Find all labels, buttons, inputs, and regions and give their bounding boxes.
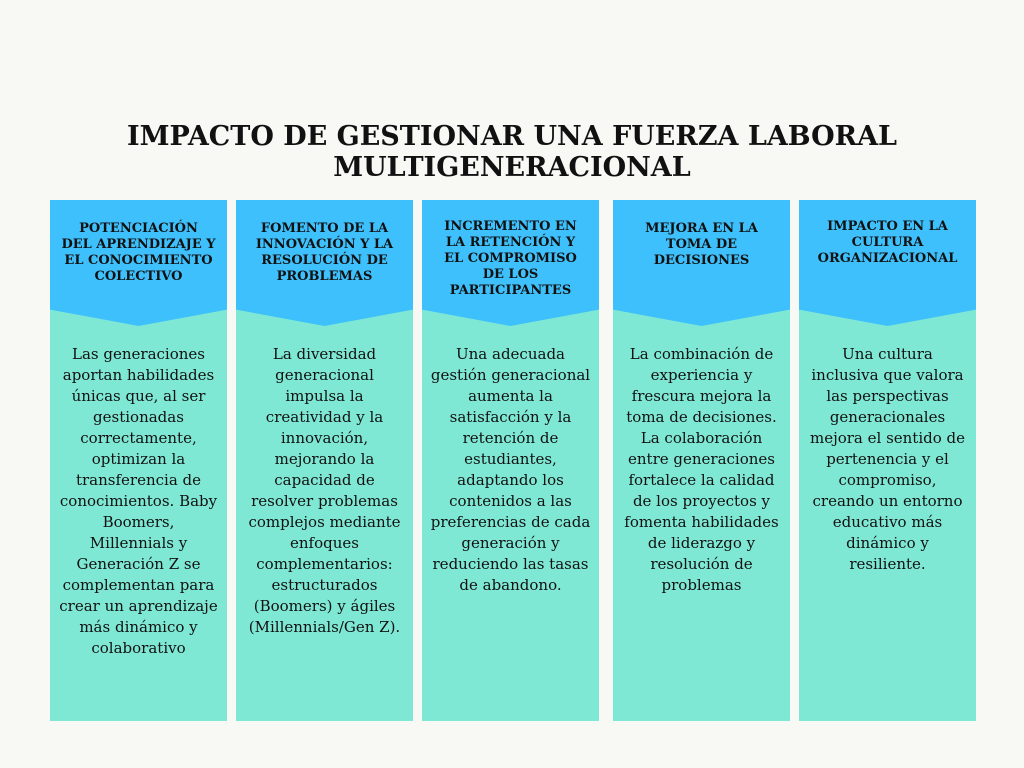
description-line: gestión generacional [430, 366, 591, 384]
description-line: frescura mejora la [631, 387, 772, 405]
description-line: entre generaciones [628, 450, 775, 468]
description-line: resolver problemas [251, 492, 398, 510]
description-line: las perspectivas [826, 387, 949, 405]
description-line: La colaboración [640, 429, 763, 447]
column-fomento [236, 200, 413, 721]
column-heading-line: CULTURA [851, 235, 924, 250]
description-line: transferencia de [75, 471, 202, 489]
page-title-line-1: IMPACTO DE GESTIONAR UNA FUERZA LABORAL [126, 121, 898, 153]
description-line: conocimientos. Baby [59, 492, 218, 510]
description-line: crear un aprendizaje [59, 597, 218, 615]
column-description [422, 344, 599, 596]
description-line: generación y [461, 534, 560, 552]
column-heading-line: PROBLEMAS [276, 269, 373, 284]
description-line: aportan habilidades [62, 366, 215, 384]
description-line: Boomers, [102, 513, 175, 531]
description-line: pertenencia y el [826, 450, 949, 468]
description-line: Las generaciones [72, 345, 205, 363]
description-line: creando un entorno [812, 492, 963, 510]
description-line: únicas que, al ser [71, 387, 206, 405]
description-line: adaptando los [457, 471, 564, 489]
column-heading-line: LA RETENCIÓN Y [445, 235, 576, 250]
description-line: resolución de [650, 555, 753, 573]
column-description [799, 344, 976, 575]
column-heading [50, 221, 227, 285]
description-line: innovación, [280, 429, 369, 447]
description-line: de los proyectos y [632, 492, 771, 510]
page-title-line-2: MULTIGENERACIONAL [333, 152, 691, 184]
column-heading-line: INCREMENTO EN [444, 219, 577, 234]
description-line: enfoques [290, 534, 359, 552]
description-line: creatividad y la [265, 408, 384, 426]
column-heading [799, 219, 976, 267]
description-line: toma de decisiones. [626, 408, 777, 426]
column-heading-line: MEJORA EN LA [645, 221, 758, 236]
description-line: La combinación de [629, 345, 774, 363]
description-line: satisfacción y la [449, 408, 572, 426]
column-heading-line: DECISIONES [653, 253, 750, 268]
column-heading-line: ORGANIZACIONAL [817, 251, 958, 266]
description-line: de liderazgo y [647, 534, 756, 552]
description-line: mejora el sentido de [809, 429, 966, 447]
description-line: estudiantes, [464, 450, 557, 468]
description-line: Una cultura [842, 345, 933, 363]
description-line: impulsa la [285, 387, 364, 405]
column-heading-line: TOMA DE [665, 237, 738, 252]
description-line: Generación Z se [76, 555, 201, 573]
column-heading [236, 221, 413, 285]
column-heading [422, 219, 599, 299]
description-line: inclusiva que valora [811, 366, 964, 384]
description-line: complejos mediante [248, 513, 401, 531]
column-heading-line: FOMENTO DE LA [260, 221, 389, 236]
description-line: (Millennials/Gen Z). [248, 618, 401, 636]
column-heading-line: DEL APRENDIZAJE Y [61, 237, 216, 252]
description-line: de abandono. [459, 576, 562, 594]
description-line: Millennials y [89, 534, 188, 552]
description-line: complementarios: [256, 555, 393, 573]
column-heading-line: EL CONOCIMIENTO [64, 253, 213, 268]
description-line: dinámico y [846, 534, 929, 552]
description-line: retención de [462, 429, 559, 447]
description-line: mejorando la [274, 450, 375, 468]
description-line: aumenta la [468, 387, 553, 405]
description-line: correctamente, [80, 429, 197, 447]
column-description [236, 344, 413, 638]
description-line: resiliente. [849, 555, 926, 573]
description-line: más dinámico y [79, 618, 198, 636]
column-heading-line: DE LOS [482, 267, 539, 282]
description-line: capacidad de [274, 471, 375, 489]
description-line: problemas [661, 576, 742, 594]
description-line: preferencias de cada [430, 513, 591, 531]
column-heading-line: INNOVACIÓN Y LA [255, 237, 394, 252]
description-line: (Boomers) y ágiles [253, 597, 396, 615]
column-description [50, 344, 227, 659]
column-mejora [613, 200, 790, 721]
description-line: estructurados [271, 576, 378, 594]
column-heading-line: POTENCIACIÓN [79, 221, 198, 236]
column-heading-line: COLECTIVO [94, 269, 183, 284]
description-line: educativo más [832, 513, 943, 531]
column-impacto-cultura [799, 200, 976, 721]
column-heading [613, 221, 790, 269]
description-line: compromiso, [838, 471, 937, 489]
description-line: reduciendo las tasas [432, 555, 589, 573]
column-heading-line: EL COMPROMISO [444, 251, 577, 266]
column-heading-line: PARTICIPANTES [449, 283, 572, 298]
description-line: experiencia y [650, 366, 753, 384]
column-description [613, 344, 790, 596]
description-line: fortalece la calidad [628, 471, 775, 489]
description-line: contenidos a las [449, 492, 572, 510]
description-line: optimizan la [91, 450, 186, 468]
column-incremento [422, 200, 599, 721]
description-line: Una adecuada [456, 345, 565, 363]
column-potenciacion [50, 200, 227, 721]
description-line: La diversidad [272, 345, 377, 363]
page-title [0, 121, 1024, 183]
description-line: generacionales [829, 408, 946, 426]
description-line: fomenta habilidades [624, 513, 779, 531]
description-line: generacional [275, 366, 374, 384]
description-line: complementan para [62, 576, 215, 594]
column-heading-line: IMPACTO EN LA [827, 219, 948, 234]
column-heading-line: RESOLUCIÓN DE [261, 253, 388, 268]
description-line: colaborativo [91, 639, 186, 657]
description-line: gestionadas [93, 408, 184, 426]
